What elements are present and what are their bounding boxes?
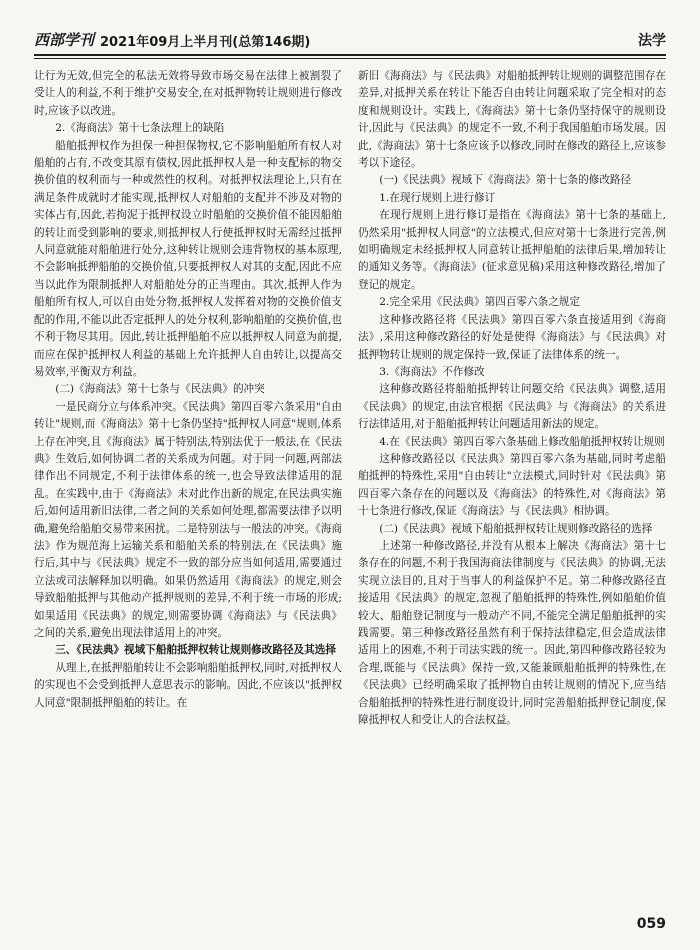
subsection-heading: (二)《民法典》视域下船舶抵押权转让规则修改路径的选择 [379,522,653,535]
header-left [34,29,310,50]
paragraph: 这种修改路径将船舶抵押转让问题交给《民法典》调整,适用《民法典》的规定,由法官根据《民法典》与《海商法》的关系进行法律适用,对于船舶抵押转让问题适用新法的规定。 [358,383,666,431]
left-column [34,68,342,908]
body-columns [34,68,666,908]
paragraph: 一是民商分立与体系冲突。《民法典》第四百零六条采用"自由转让"规则,而《海商法》第十七条仍坚持"抵押权人同意"规则,体系上存在冲突,且《海商法》属于特别法,特别法优于一般法,在《民法典》生效后,如何协调二者的关系成为问题。对于同一问题,两部法律作出不同规定,不利于法律体系的统一,也会导致法律适用的混乱。在实践中,由于《海商法》未对此作出新的规定,在民法典实施后,如何适用新旧法律,二者之间的关系如何处理,都需要法律予以明确,避免给船舶交易带来困扰。二是特别法与一般法的冲突。《海商法》作为规范海上运输关系和船舶关系的特别法,在《民法典》施行后,其中与《民法典》规定不一致的部分应当如何适用,需要通过立法或司法解释加以明确。如果仍然适用《海商法》的规定,则会导致船舶抵押与其他动产抵押规则的差异,不利于统一市场的形成;如果适用《民法典》的规定,则需要协调《海商法》与《民法典》之间的关系,避免出现法律适用上的冲突。 [34,400,342,639]
page-number: 059 [636,916,666,932]
journal-logo: 西部学刊 [34,31,95,49]
paragraph: 船舶抵押权作为担保一种担保物权,它不影响船舶所有权人对船舶的占有,不改变其原有债权,因此抵押权人是一种支配标的物交换价值的权利而与一种或然性的权利。对抵押权法理论上,只有在满足条件成就时才能实现,抵押权人对船舶的支配并不涉及对物的实体占有,因此,若拘泥于抵押权设立时船舶的交换价值不能因船舶的转让而受到影响的要求,则抵押权人行使抵押权时无需经过抵押人同意就能对船舶进行处分,这种转让规则会违背物权的基本原理,不会影响抵押船舶的交换价值,只要抵押权人对其的支配,因此不应当以此作为限制抵押人对船舶处分的正当理由。其次,抵押人作为船舶所有权人,可以自由处分物,抵押权人发挥着对物的交换价值支配的作用,不能以此否定抵押人的处分权利,影响船舶的交换价值,也不利于物尽其用。因此,转让抵押船舶不应以抵押权人同意为前提,而应在保护抵押权人利益的基础上允许抵押人自由转让,以提高交易效率,平衡双方利益。 [34,139,342,378]
header-rule-thin [34,58,666,59]
subsection-heading: (一)《民法典》视域下《海商法》第十七条的修改路径 [379,174,632,187]
subsection-heading: 2.完全采用《民法典》第四百零六条之规定 [379,296,580,309]
subsection-heading: 4.在《民法典》第四百零六条基础上修改船舶抵押权转让规则 [379,435,665,448]
section-heading: 三、《民法典》视域下船舶抵押权转让规则修改路径及其选择 [55,644,336,657]
paragraph: 上述第一种修改路径,并没有从根本上解决《海商法》第十七条存在的问题,不利于我国海商法律制度与《民法典》的协调,无法实现立法目的,且对于当事人的利益保护不足。第二种修改路径直接适用《民法典》的规定,忽视了船舶抵押的特殊性,例如船舶价值较大、船舶登记制度与一般动产不同,不能完全满足船舶抵押的实践需要。第三种修改路径虽然有利于保持法律稳定,但会造成法律适用上的困难,不利于司法实践的统一。因此,第四种修改路径较为合理,既能与《民法典》保持一致,又能兼顾船舶抵押的特殊性,在《民法典》已经明确采取了抵押物自由转让规则的情况下,应当结合船舶抵押的特殊性进行制度设计,同时完善船舶抵押登记制度,保障抵押权人和受让人的合法权益。 [358,539,666,727]
page-header [34,26,666,50]
issue-info: 2021年09月上半月刊(总第146期) [100,35,311,50]
subsection-heading: 1.在现行规则上进行修订 [379,191,496,204]
header-rule-thick [34,54,666,56]
paragraph: 在现行规则上进行修订是指在《海商法》第十七条的基础上,仍然采用"抵押权人同意"的立法模式,但应对第十七条进行完善,例如明确规定未经抵押权人同意转让抵押船舶的法律后果,增加转让的通知义务等。《海商法》(征求意见稿)采用这种修改路径,增加了登记的规定。 [358,209,666,291]
right-column [358,68,666,908]
paragraph: 让行为无效,但完全的私法无效将导致市场交易在法律上被割裂了受让人的利益,不利于维护交易安全,在对抵押物转让规则进行修改时,应该予以改进。 [34,70,342,117]
paragraph: 新旧《海商法》与《民法典》对船舶抵押转让规则的调整范围存在差异,对抵押关系在转让下能否自由转让问题采取了完全相对的态度和规则设计。实践上,《海商法》第十七条仍坚持保守的规则设计,因此与《民法典》的规定不一致,不利于我国船舶市场发展。因此,《海商法》第十七条应该予以修改,同时在修改的路径上,应该参考以下途径。 [358,70,666,170]
paragraph: 从理上,在抵押船舶转让不会影响船舶抵押权,同时,对抵押权人的实现也不会受到抵押人意思表示的影响。因此,不应该以"抵押权人同意"限制抵押船舶的转让。在 [34,661,342,709]
subsection-heading: 2.《海商法》第十七条法理上的缺陷 [55,122,225,135]
subsection-heading: (二)《海商法》第十七条与《民法典》的冲突 [55,383,265,396]
subsection-heading: 3.《海商法》不作修改 [379,365,485,378]
paragraph: 这种修改路径将《民法典》第四百零六条直接适用到《海商法》,采用这种修改路径的好处是使得《海商法》与《民法典》对抵押物转让规则的规定保持一致,保证了法律体系的统一。 [358,313,666,361]
paragraph: 这种修改路径以《民法典》第四百零六条为基础,同时考虑船舶抵押的特殊性,采用"自由转让"立法模式,同时针对《民法典》第四百零六条存在的问题以及《海商法》的特殊性,对《海商法》第十七条进行修改,保证《海商法》与《民法典》相协调。 [358,452,666,518]
section-name: 法学 [638,33,666,49]
